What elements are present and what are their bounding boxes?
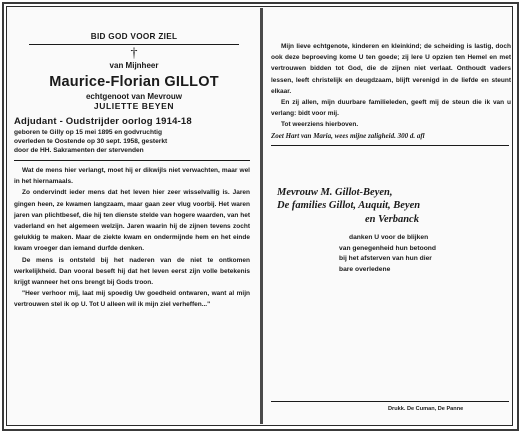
paragraph: En zij allen, mijn duurbare familieleden, geeft mij de steun die ik van u verlang: bidt voor mij. — [271, 99, 511, 118]
cross-icon: † — [130, 46, 138, 61]
prayer-header: BID GOD VOOR ZIEL — [29, 32, 239, 45]
family-line: Mevrouw M. Gillot-Beyen, — [277, 186, 393, 198]
fact-line: overleden te Oostende op 30 sept. 1958, gesterkt — [14, 138, 168, 145]
thanks-line: bij het afsterven van hun dier — [339, 255, 432, 263]
thanks-text — [339, 233, 499, 275]
paragraph: Wat de mens hier verlangt, moet hij er dikwijls niet verwachten, maar wel in het hiernamaals. — [14, 167, 250, 186]
family-line: De families Gillot, Auquit, Beyen — [277, 200, 421, 212]
family-names — [271, 186, 511, 227]
family-line: en Verbanck — [365, 213, 419, 225]
deceased-name: Maurice-Florian GILLOT — [49, 74, 219, 90]
thanks-line: bare overledene — [339, 265, 391, 273]
divider — [271, 145, 509, 146]
birth-death-facts — [14, 128, 254, 155]
left-body-text — [14, 165, 250, 311]
divider — [14, 160, 250, 161]
fact-line: geboren te Gilly op 15 mei 1895 en godvruchtig — [14, 129, 163, 136]
military-rank: Adjudant - Oudstrijder oorlog 1914-18 — [14, 116, 192, 127]
right-body-text — [271, 41, 511, 131]
paragraph: "Heer verhoor mij, laat mij spoedig Uw goedheid ontwaren, want al mijn vertrouwen stel ik op U. Tot U alleen wil ik mijn ziel verheffen..." — [14, 290, 250, 309]
paragraph: Mijn lieve echtgenote, kinderen en kleinkind; de scheiding is lastig, doch ook deze beproeving kome U ten goede; zij lere U opzien ten Hemel en met vertrouwen bidden tot God, die de zijnen niet verlaat. Onthoudt vaders lessen, leeft christelijk en deugdzaam, blijft verenigd in de liefde en steunt elkaar. — [271, 43, 511, 95]
van-mijnheer: van Mijnheer — [109, 61, 159, 70]
paragraph: De mens is ontsteld bij het naderen van de niet te ontkomen werkelijkheid. Dan vooral beseft hij dat het leven eerst zijn volle betekenis krijgt wanneer het ons brengt bij Gods troon. — [14, 256, 250, 287]
left-panel — [14, 10, 254, 311]
right-panel — [271, 10, 511, 275]
fact-line: door de HH. Sakramenten der stervenden — [14, 147, 144, 154]
paragraph: Zo ondervindt ieder mens dat het leven hier zeer wisselvallig is. Jaren gingen heen, ze kwamen langzaam, maar gaan zeer vlug voorbij. Het waren jaren van plichtbesef, die hij ten dienste stelde van hogere waarden, van het vaderland en het algemeen welzijn. Jaren waarin hij de zijnen tevens zocht gelukkig te maken. Maar de ziekte kwam en ondermijnde hem en het einde kwam vroeger dan iemand durfde denken. — [14, 189, 250, 253]
indulgence-prayer: Zoet Hart van Maria, wees mijne zaligheid. 300 d. afl — [271, 131, 425, 140]
fold-line — [260, 8, 263, 424]
spouse-label: echtgenoot van Mevrouw — [85, 92, 182, 101]
printer-credit: Drukk. De Cuman, De Panne — [388, 406, 464, 412]
divider — [271, 401, 509, 402]
thanks-line: danken U voor de blijken — [349, 234, 429, 242]
paragraph: Tot weerziens hierboven. — [281, 121, 359, 129]
thanks-line: van genegenheid hun betoond — [339, 244, 436, 252]
spouse-name: JULIETTE BEYEN — [93, 101, 175, 111]
